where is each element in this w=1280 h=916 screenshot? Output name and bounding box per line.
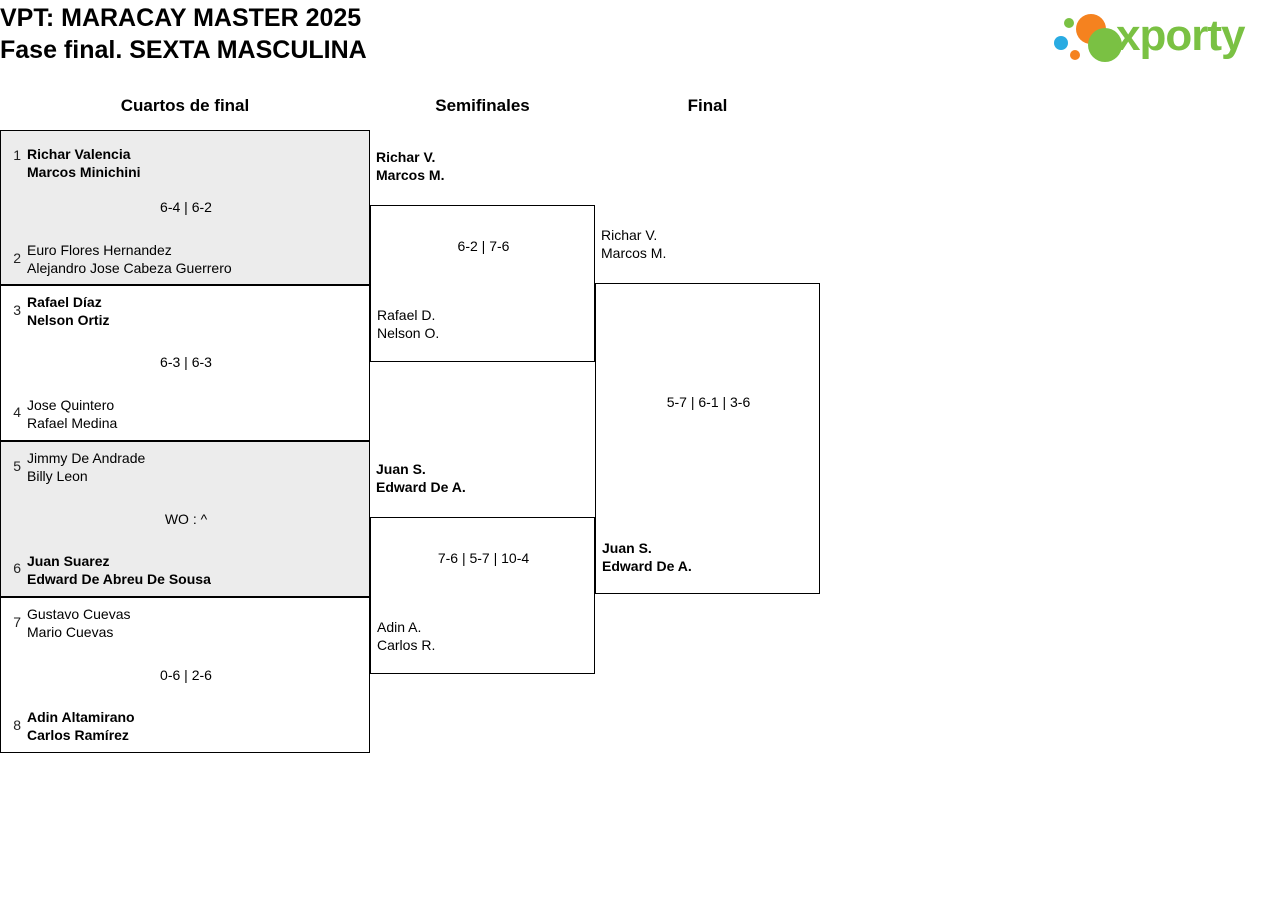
- team-name-bottom: Adin Altamirano Carlos Ramírez: [27, 709, 135, 743]
- logo-dot-orange-small: [1070, 50, 1080, 60]
- team-name-bottom: Jose Quintero Rafael Medina: [27, 397, 118, 431]
- logo-wordmark: xporty: [1116, 11, 1245, 60]
- match-box-final[interactable]: [595, 283, 820, 594]
- match-box-qf4[interactable]: [0, 597, 370, 753]
- match-score: 0-6 | 2-6: [160, 667, 212, 683]
- match-score: 6-3 | 6-3: [160, 354, 212, 370]
- match-score: WO : ^: [164, 511, 208, 527]
- round-title-semifinals: Semifinales: [435, 96, 530, 115]
- team-name-top: Richar Valencia Marcos Minichini: [27, 146, 141, 180]
- seed-number: 3: [13, 302, 21, 318]
- seed-number: 2: [13, 250, 21, 266]
- team-name-bottom: Euro Flores Hernandez Alejandro Jose Cabeza Guerrero: [27, 242, 232, 276]
- team-name-top: Jimmy De Andrade Billy Leon: [27, 450, 146, 484]
- match-box-qf3[interactable]: [0, 441, 370, 597]
- team-name-bottom: Adin A. Carlos R.: [377, 619, 436, 653]
- team-name-bottom: Juan S. Edward De A.: [602, 540, 692, 574]
- team-name-bottom: Rafael D. Nelson O.: [377, 307, 440, 341]
- round-title-quarterfinals: Cuartos de final: [120, 96, 250, 115]
- logo-dot-blue-small: [1054, 36, 1068, 50]
- xporty-logo: [1048, 6, 1274, 66]
- round-title-final: Final: [687, 96, 728, 115]
- match-score: 6-4 | 6-2: [160, 199, 212, 215]
- seed-number: 6: [13, 560, 21, 576]
- page-title: [0, 2, 367, 66]
- seed-number: 1: [13, 147, 21, 163]
- seed-number: 7: [13, 614, 21, 630]
- team-name-bottom: Juan Suarez Edward De Abreu De Sousa: [27, 553, 211, 587]
- seed-number: 8: [13, 717, 21, 733]
- match-box-qf2[interactable]: [0, 285, 370, 441]
- seed-number: 4: [13, 404, 21, 420]
- match-box-sf1[interactable]: [370, 205, 595, 362]
- tournament-phase: Fase final. SEXTA MASCULINA: [0, 36, 367, 64]
- team-name-top: Gustavo Cuevas Mario Cuevas: [27, 606, 131, 640]
- match-score: 7-6 | 5-7 | 10-4: [437, 550, 530, 566]
- match-box-qf1[interactable]: [0, 130, 370, 285]
- match-score: 6-2 | 7-6: [457, 238, 510, 254]
- team-name-sf1-top: Richar V. Marcos M.: [376, 149, 445, 183]
- tournament-name: VPT: MARACAY MASTER 2025: [0, 4, 362, 32]
- seed-number: 5: [13, 458, 21, 474]
- match-box-sf2[interactable]: [370, 517, 595, 674]
- team-name-final-top: Richar V. Marcos M.: [601, 227, 667, 261]
- page-header: [0, 0, 1280, 76]
- team-name-top: Rafael Díaz Nelson Ortiz: [27, 294, 110, 328]
- match-score: 5-7 | 6-1 | 3-6: [666, 394, 751, 410]
- logo-dot-green-small: [1064, 18, 1074, 28]
- team-name-sf2-top: Juan S. Edward De A.: [376, 461, 466, 495]
